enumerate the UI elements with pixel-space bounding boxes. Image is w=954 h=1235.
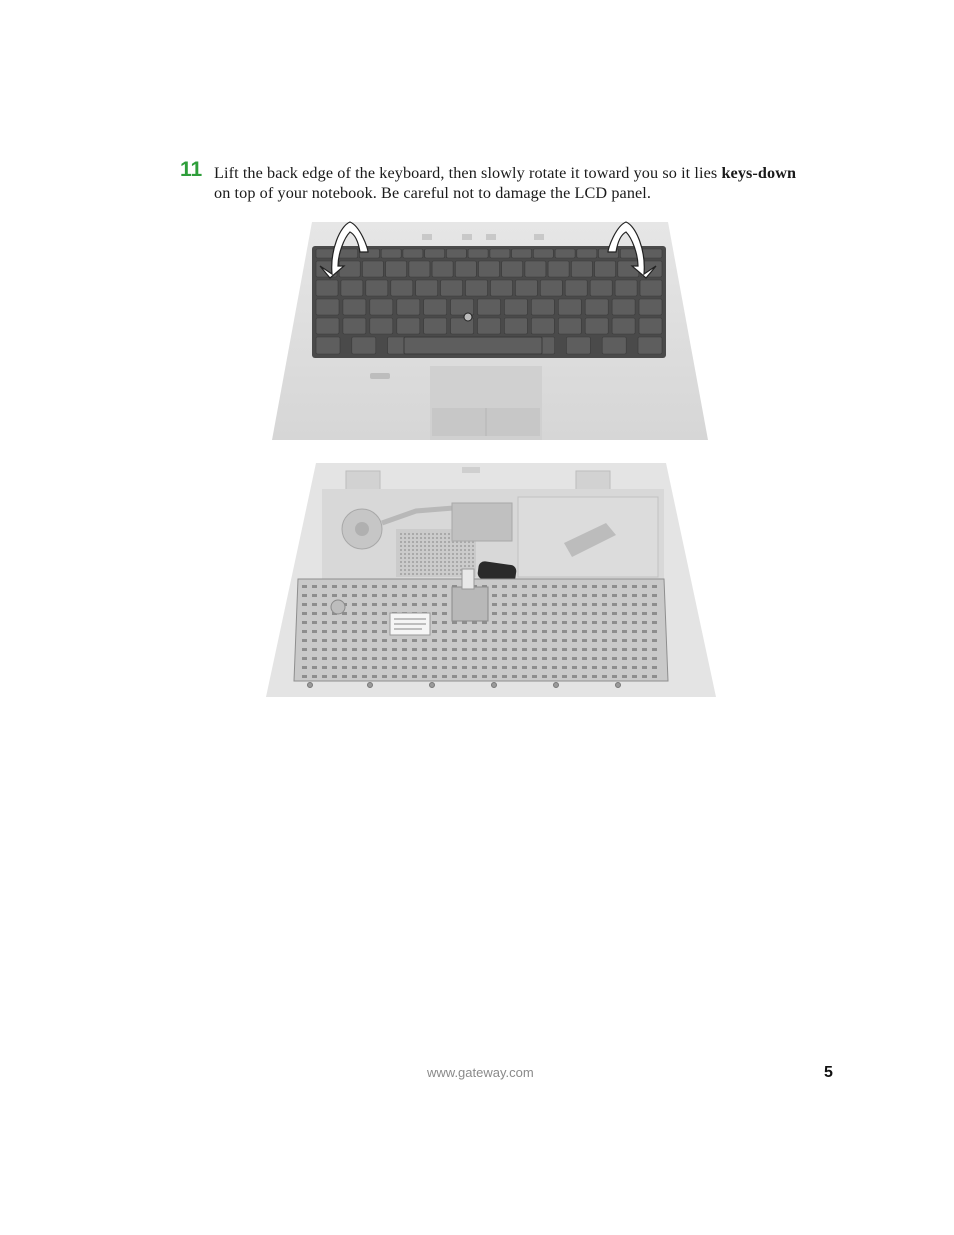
key	[642, 249, 662, 258]
key	[585, 318, 608, 334]
key	[424, 299, 447, 315]
key	[391, 280, 413, 296]
key	[577, 249, 597, 258]
key	[571, 261, 592, 277]
key	[370, 318, 393, 334]
key	[491, 280, 513, 296]
key	[504, 299, 527, 315]
key	[478, 318, 501, 334]
key	[409, 261, 430, 277]
key	[352, 337, 376, 354]
key	[441, 280, 463, 296]
key	[639, 318, 662, 334]
key	[381, 249, 401, 258]
key	[615, 280, 637, 296]
keyboard-lift-photo	[272, 220, 708, 440]
spacebar-key	[404, 337, 542, 354]
key	[316, 299, 339, 315]
key	[397, 318, 420, 334]
key	[468, 249, 488, 258]
key	[612, 299, 635, 315]
key	[525, 261, 546, 277]
key	[386, 261, 407, 277]
key	[478, 299, 501, 315]
key	[479, 261, 500, 277]
key	[397, 299, 420, 315]
key	[585, 299, 608, 315]
key	[451, 299, 474, 315]
key	[565, 280, 587, 296]
key	[416, 280, 438, 296]
key	[504, 318, 527, 334]
key	[602, 337, 626, 354]
key	[531, 318, 554, 334]
step-text-part2: on top of your notebook. Be careful not to damage the LCD panel.	[214, 184, 652, 202]
key	[531, 299, 554, 315]
key	[455, 261, 476, 277]
key	[590, 280, 612, 296]
key	[366, 280, 388, 296]
step-instruction	[214, 163, 814, 203]
key	[558, 299, 581, 315]
key	[341, 280, 363, 296]
step-number: 11	[180, 158, 203, 181]
keyboard-keys-down-photo	[266, 463, 716, 697]
pointing-stick	[464, 313, 472, 321]
key	[432, 261, 453, 277]
key	[370, 299, 393, 315]
key	[512, 249, 532, 258]
key	[339, 261, 360, 277]
key	[595, 261, 616, 277]
key	[515, 280, 537, 296]
key	[502, 261, 523, 277]
key	[548, 261, 569, 277]
key	[362, 261, 383, 277]
key	[533, 249, 553, 258]
key	[640, 280, 662, 296]
power-indicator	[370, 373, 390, 379]
key	[612, 318, 635, 334]
footer-url: www.gateway.com	[427, 1065, 534, 1080]
keyboard-lift-illustration	[272, 220, 708, 440]
key	[343, 318, 366, 334]
step-text-part1: Lift the back edge of the keyboard, then slowly rotate it toward you so it lies	[214, 164, 722, 182]
keyboard-keys-down-illustration	[266, 463, 716, 697]
key	[343, 299, 366, 315]
key	[403, 249, 423, 258]
key	[316, 280, 338, 296]
key	[446, 249, 466, 258]
key	[466, 280, 488, 296]
key	[639, 299, 662, 315]
key	[425, 249, 445, 258]
ribbon-cable-board	[452, 587, 488, 621]
key	[540, 280, 562, 296]
key	[566, 337, 590, 354]
key	[316, 337, 340, 354]
key	[558, 318, 581, 334]
key	[316, 318, 339, 334]
key	[490, 249, 510, 258]
key	[424, 318, 447, 334]
page-number: 5	[824, 1064, 833, 1081]
key	[555, 249, 575, 258]
key	[638, 337, 662, 354]
step-text-bold: keys-down	[721, 164, 797, 182]
